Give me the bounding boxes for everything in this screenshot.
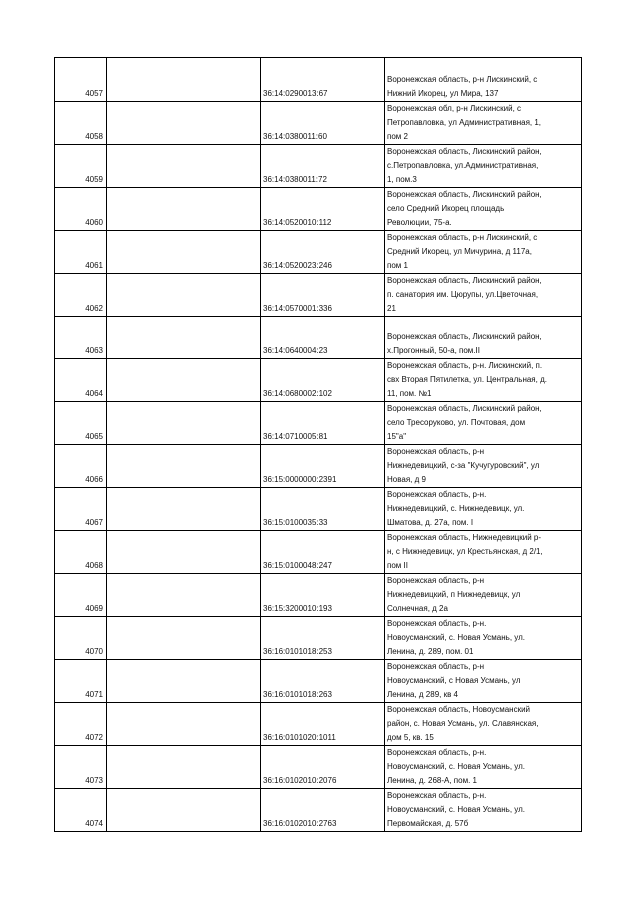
row-number-cell: 4068 (55, 531, 107, 574)
address-line: н, с Нижнедевицк, ул Крестьянская, д 2/1, (387, 547, 543, 556)
address-line: Ленина, д. 268-А, пом. 1 (387, 776, 477, 785)
empty-cell (107, 188, 261, 231)
address-line: Новая, д 9 (387, 475, 426, 484)
address-cell (385, 445, 582, 488)
address-line: Нижнедевицкий, п Нижнедевицк, ул (387, 590, 521, 599)
address-line: Первомайская, д. 57б (387, 819, 469, 828)
address-cell (385, 317, 582, 359)
row-number-cell: 4067 (55, 488, 107, 531)
row-number-cell: 4058 (55, 102, 107, 145)
cadastral-number-cell: 36:14:0520023:246 (261, 231, 385, 274)
address-line: пом II (387, 561, 408, 570)
table-row (55, 231, 582, 274)
cadastral-number-cell: 36:16:0101020:1011 (261, 703, 385, 746)
address-line: Воронежская область, Лискинский район, (387, 276, 542, 285)
address-line: Ленина, д 289, кв 4 (387, 690, 459, 699)
table-row (55, 703, 582, 746)
empty-cell (107, 317, 261, 359)
table-row (55, 145, 582, 188)
registry-table-body (55, 58, 582, 832)
empty-cell (107, 703, 261, 746)
address-line: Новоусманский, с Новая Усмань, ул (387, 676, 521, 685)
cadastral-number-cell: 36:15:0100035:33 (261, 488, 385, 531)
table-row (55, 359, 582, 402)
address-line: село Средний Икорец площадь (387, 204, 505, 213)
address-line: Нижний Икорец, ул Мира, 137 (387, 89, 499, 98)
row-number-cell: 4074 (55, 789, 107, 832)
empty-cell (107, 531, 261, 574)
address-line: 15"а" (387, 432, 407, 441)
table-row (55, 789, 582, 832)
address-line: Воронежская область, р-н (387, 576, 485, 585)
address-line: Воронежская область, р-н (387, 662, 485, 671)
address-cell (385, 102, 582, 145)
address-line: Шматова, д. 27а, пом. I (387, 518, 474, 527)
empty-cell (107, 660, 261, 703)
address-line: Воронежская область, р-н. (387, 490, 487, 499)
table-row (55, 188, 582, 231)
address-line: Новоусманский, с. Новая Усмань, ул. (387, 762, 525, 771)
address-line: Воронежская область, р-н. Лискинский, п. (387, 361, 543, 370)
cadastral-number-cell: 36:16:0102010:2076 (261, 746, 385, 789)
cadastral-number-cell: 36:14:0520010:112 (261, 188, 385, 231)
table-row (55, 531, 582, 574)
table-row (55, 274, 582, 317)
cadastral-number-cell: 36:16:0101018:263 (261, 660, 385, 703)
empty-cell (107, 789, 261, 832)
cadastral-number-cell: 36:15:0000000:2391 (261, 445, 385, 488)
table-row (55, 445, 582, 488)
row-number-cell: 4061 (55, 231, 107, 274)
address-line: Воронежская область, р-н (387, 447, 485, 456)
address-line: Воронежская область, р-н. (387, 619, 487, 628)
address-line: п. санатория им. Цюрупы, ул.Цветочная, (387, 290, 539, 299)
address-line: Нижнедевицкий, с-за "Кучугуровский", ул (387, 461, 540, 470)
cadastral-number-cell: 36:14:0710005:81 (261, 402, 385, 445)
row-number-cell: 4063 (55, 317, 107, 359)
empty-cell (107, 617, 261, 660)
address-line: Новоусманский, с. Новая Усмань, ул. (387, 805, 525, 814)
address-line: Нижнедевицкий, с. Нижнедевицк, ул. (387, 504, 525, 513)
address-cell (385, 402, 582, 445)
table-row (55, 660, 582, 703)
address-cell (385, 574, 582, 617)
address-cell (385, 145, 582, 188)
address-line: Воронежская обл, р-н Лискинский, с (387, 104, 522, 113)
address-cell (385, 660, 582, 703)
row-number-cell: 4072 (55, 703, 107, 746)
empty-cell (107, 746, 261, 789)
address-line: Ленина, д. 289, пом. 01 (387, 647, 474, 656)
cadastral-number-cell: 36:14:0380011:60 (261, 102, 385, 145)
address-line: Солнечная, д 2а (387, 604, 448, 613)
address-line: Воронежская область, Лискинский район, (387, 332, 542, 341)
address-line: х.Прогонный, 50-а, пом.II (387, 346, 480, 355)
address-line: Воронежская область, р-н Лискинский, с (387, 233, 538, 242)
address-line: село Тресоруково, ул. Почтовая, дом (387, 418, 526, 427)
row-number-cell: 4073 (55, 746, 107, 789)
registry-table (54, 57, 582, 832)
table-row (55, 617, 582, 660)
empty-cell (107, 402, 261, 445)
address-line: Революции, 75-а. (387, 218, 452, 227)
address-line: 21 (387, 304, 396, 313)
cadastral-number-cell: 36:15:3200010:193 (261, 574, 385, 617)
address-line: 11, пом. №1 (387, 389, 432, 398)
empty-cell (107, 58, 261, 102)
address-cell (385, 617, 582, 660)
address-cell (385, 746, 582, 789)
empty-cell (107, 574, 261, 617)
address-line: Воронежская область, Новоусманский (387, 705, 531, 714)
row-number-cell: 4071 (55, 660, 107, 703)
empty-cell (107, 231, 261, 274)
empty-cell (107, 102, 261, 145)
table-row (55, 574, 582, 617)
address-line: район, с. Новая Усмань, ул. Славянская, (387, 719, 539, 728)
address-line: с.Петропавловка, ул.Административная, (387, 161, 539, 170)
cadastral-number-cell: 36:16:0102010:2763 (261, 789, 385, 832)
address-line: 1, пом.3 (387, 175, 417, 184)
address-line: дом 5, кв. 15 (387, 733, 434, 742)
row-number-cell: 4070 (55, 617, 107, 660)
row-number-cell: 4066 (55, 445, 107, 488)
address-line: Воронежская область, Лискинский район, (387, 190, 542, 199)
table-row (55, 488, 582, 531)
cadastral-number-cell: 36:14:0680002:102 (261, 359, 385, 402)
address-cell (385, 274, 582, 317)
row-number-cell: 4064 (55, 359, 107, 402)
cadastral-number-cell: 36:14:0380011:72 (261, 145, 385, 188)
address-cell (385, 231, 582, 274)
address-cell (385, 789, 582, 832)
address-cell (385, 703, 582, 746)
address-line: пом 1 (387, 261, 408, 270)
address-line: Воронежская область, Лискинский район, (387, 147, 542, 156)
address-line: Новоусманский, с. Новая Усмань, ул. (387, 633, 525, 642)
address-line: Воронежская область, р-н Лискинский, с (387, 75, 538, 84)
address-line: Воронежская область, Нижнедевицкий р- (387, 533, 542, 542)
address-line: пом 2 (387, 132, 408, 141)
table-row (55, 317, 582, 359)
row-number-cell: 4065 (55, 402, 107, 445)
row-number-cell: 4069 (55, 574, 107, 617)
address-line: свх Вторая Пятилетка, ул. Центральная, д. (387, 375, 547, 384)
empty-cell (107, 488, 261, 531)
address-cell (385, 58, 582, 102)
address-cell (385, 531, 582, 574)
table-row (55, 402, 582, 445)
cadastral-number-cell: 36:14:0640004:23 (261, 317, 385, 359)
cadastral-number-cell: 36:15:0100048:247 (261, 531, 385, 574)
empty-cell (107, 145, 261, 188)
table-row (55, 58, 582, 102)
address-line: Воронежская область, р-н. (387, 748, 487, 757)
row-number-cell: 4062 (55, 274, 107, 317)
empty-cell (107, 274, 261, 317)
cadastral-number-cell: 36:14:0290013:67 (261, 58, 385, 102)
row-number-cell: 4057 (55, 58, 107, 102)
address-line: Воронежская область, Лискинский район, (387, 404, 542, 413)
cadastral-number-cell: 36:14:0570001:336 (261, 274, 385, 317)
address-line: Петропавловка, ул Административная, 1, (387, 118, 542, 127)
row-number-cell: 4059 (55, 145, 107, 188)
empty-cell (107, 359, 261, 402)
address-cell (385, 188, 582, 231)
table-row (55, 102, 582, 145)
address-line: Средний Икорец, ул Мичурина, д 117а, (387, 247, 532, 256)
address-cell (385, 488, 582, 531)
cadastral-number-cell: 36:16:0101018:253 (261, 617, 385, 660)
table-row (55, 746, 582, 789)
address-cell (385, 359, 582, 402)
address-line: Воронежская область, р-н. (387, 791, 487, 800)
empty-cell (107, 445, 261, 488)
row-number-cell: 4060 (55, 188, 107, 231)
